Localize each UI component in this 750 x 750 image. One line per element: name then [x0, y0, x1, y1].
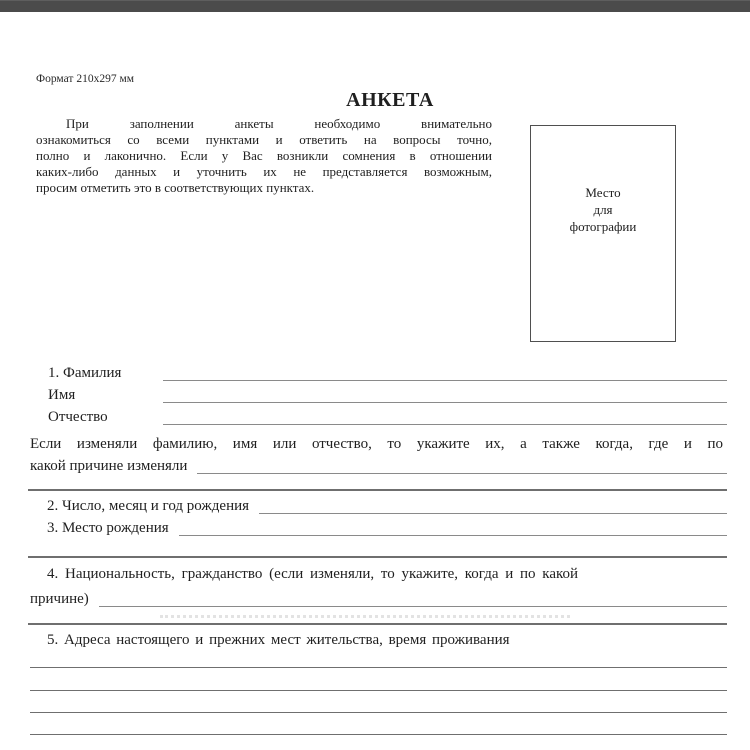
patronymic-label: Отчество [48, 409, 108, 425]
nationality-label-line2: причине) [30, 591, 89, 607]
name-change-note-line2: какой причине изменяли [30, 458, 188, 474]
intro-line: ознакомиться со всеми пунктами и ответить на вопросы точно, [36, 132, 492, 147]
given-name-write-in-line [163, 386, 727, 403]
intro-line: каких-либо данных и уточнить их не представляется возможным, [36, 164, 492, 179]
page-title: АНКЕТА [346, 89, 434, 111]
given-name-label: Имя [48, 387, 76, 403]
birth-date-write-in-line [259, 497, 727, 514]
intro-line: При заполнении анкеты необходимо внимательно [66, 116, 492, 131]
surname-row [48, 364, 727, 382]
section-divider [28, 489, 727, 491]
addresses-write-in-line [30, 712, 727, 713]
nationality-write-in-line [99, 590, 727, 607]
name-change-note-line1: Если изменяли фамилию, имя или отчество, то укажите их, а также когда, где и по [30, 436, 723, 452]
surname-write-in-line [163, 364, 727, 381]
intro-paragraph [36, 116, 492, 196]
given-name-row [48, 386, 727, 404]
photo-box-label-line: Место [585, 185, 621, 200]
scan-artifact-smudge [160, 615, 570, 618]
birth-date-label: 2. Число, месяц и год рождения [47, 498, 250, 514]
nationality-label-line1: 4. Национальность, гражданство (если изменяли, то укажите, когда и по какой [47, 566, 579, 582]
addresses-label: 5. Адреса настоящего и прежних мест жительства, время проживания [47, 632, 510, 648]
nationality-row [30, 590, 727, 608]
photo-box-label-line: для [593, 202, 613, 217]
photo-box-label-line: фотографии [569, 219, 637, 234]
section-divider [28, 556, 727, 558]
birth-date-row [47, 497, 727, 515]
paper-format-note: Формат 210x297 мм [36, 73, 134, 85]
birth-place-row [47, 519, 727, 537]
patronymic-write-in-line [163, 408, 727, 425]
birth-place-label: 3. Место рождения [47, 520, 169, 536]
photo-placeholder-box [530, 125, 676, 342]
addresses-write-in-line [30, 667, 727, 668]
birth-place-write-in-line [179, 519, 727, 536]
section-divider [28, 623, 727, 625]
name-change-note-row [30, 457, 727, 475]
intro-line: полно и лаконично. Если у Вас возникли сомнения в отношении [36, 148, 492, 163]
addresses-write-in-line [30, 734, 727, 735]
name-change-write-in-line [197, 457, 727, 474]
window-top-bar [0, 0, 750, 12]
addresses-write-in-line [30, 690, 727, 691]
surname-label: 1. Фамилия [48, 365, 122, 381]
intro-line: просим отметить это в соответствующих пунктах. [36, 180, 315, 195]
patronymic-row [48, 408, 727, 426]
